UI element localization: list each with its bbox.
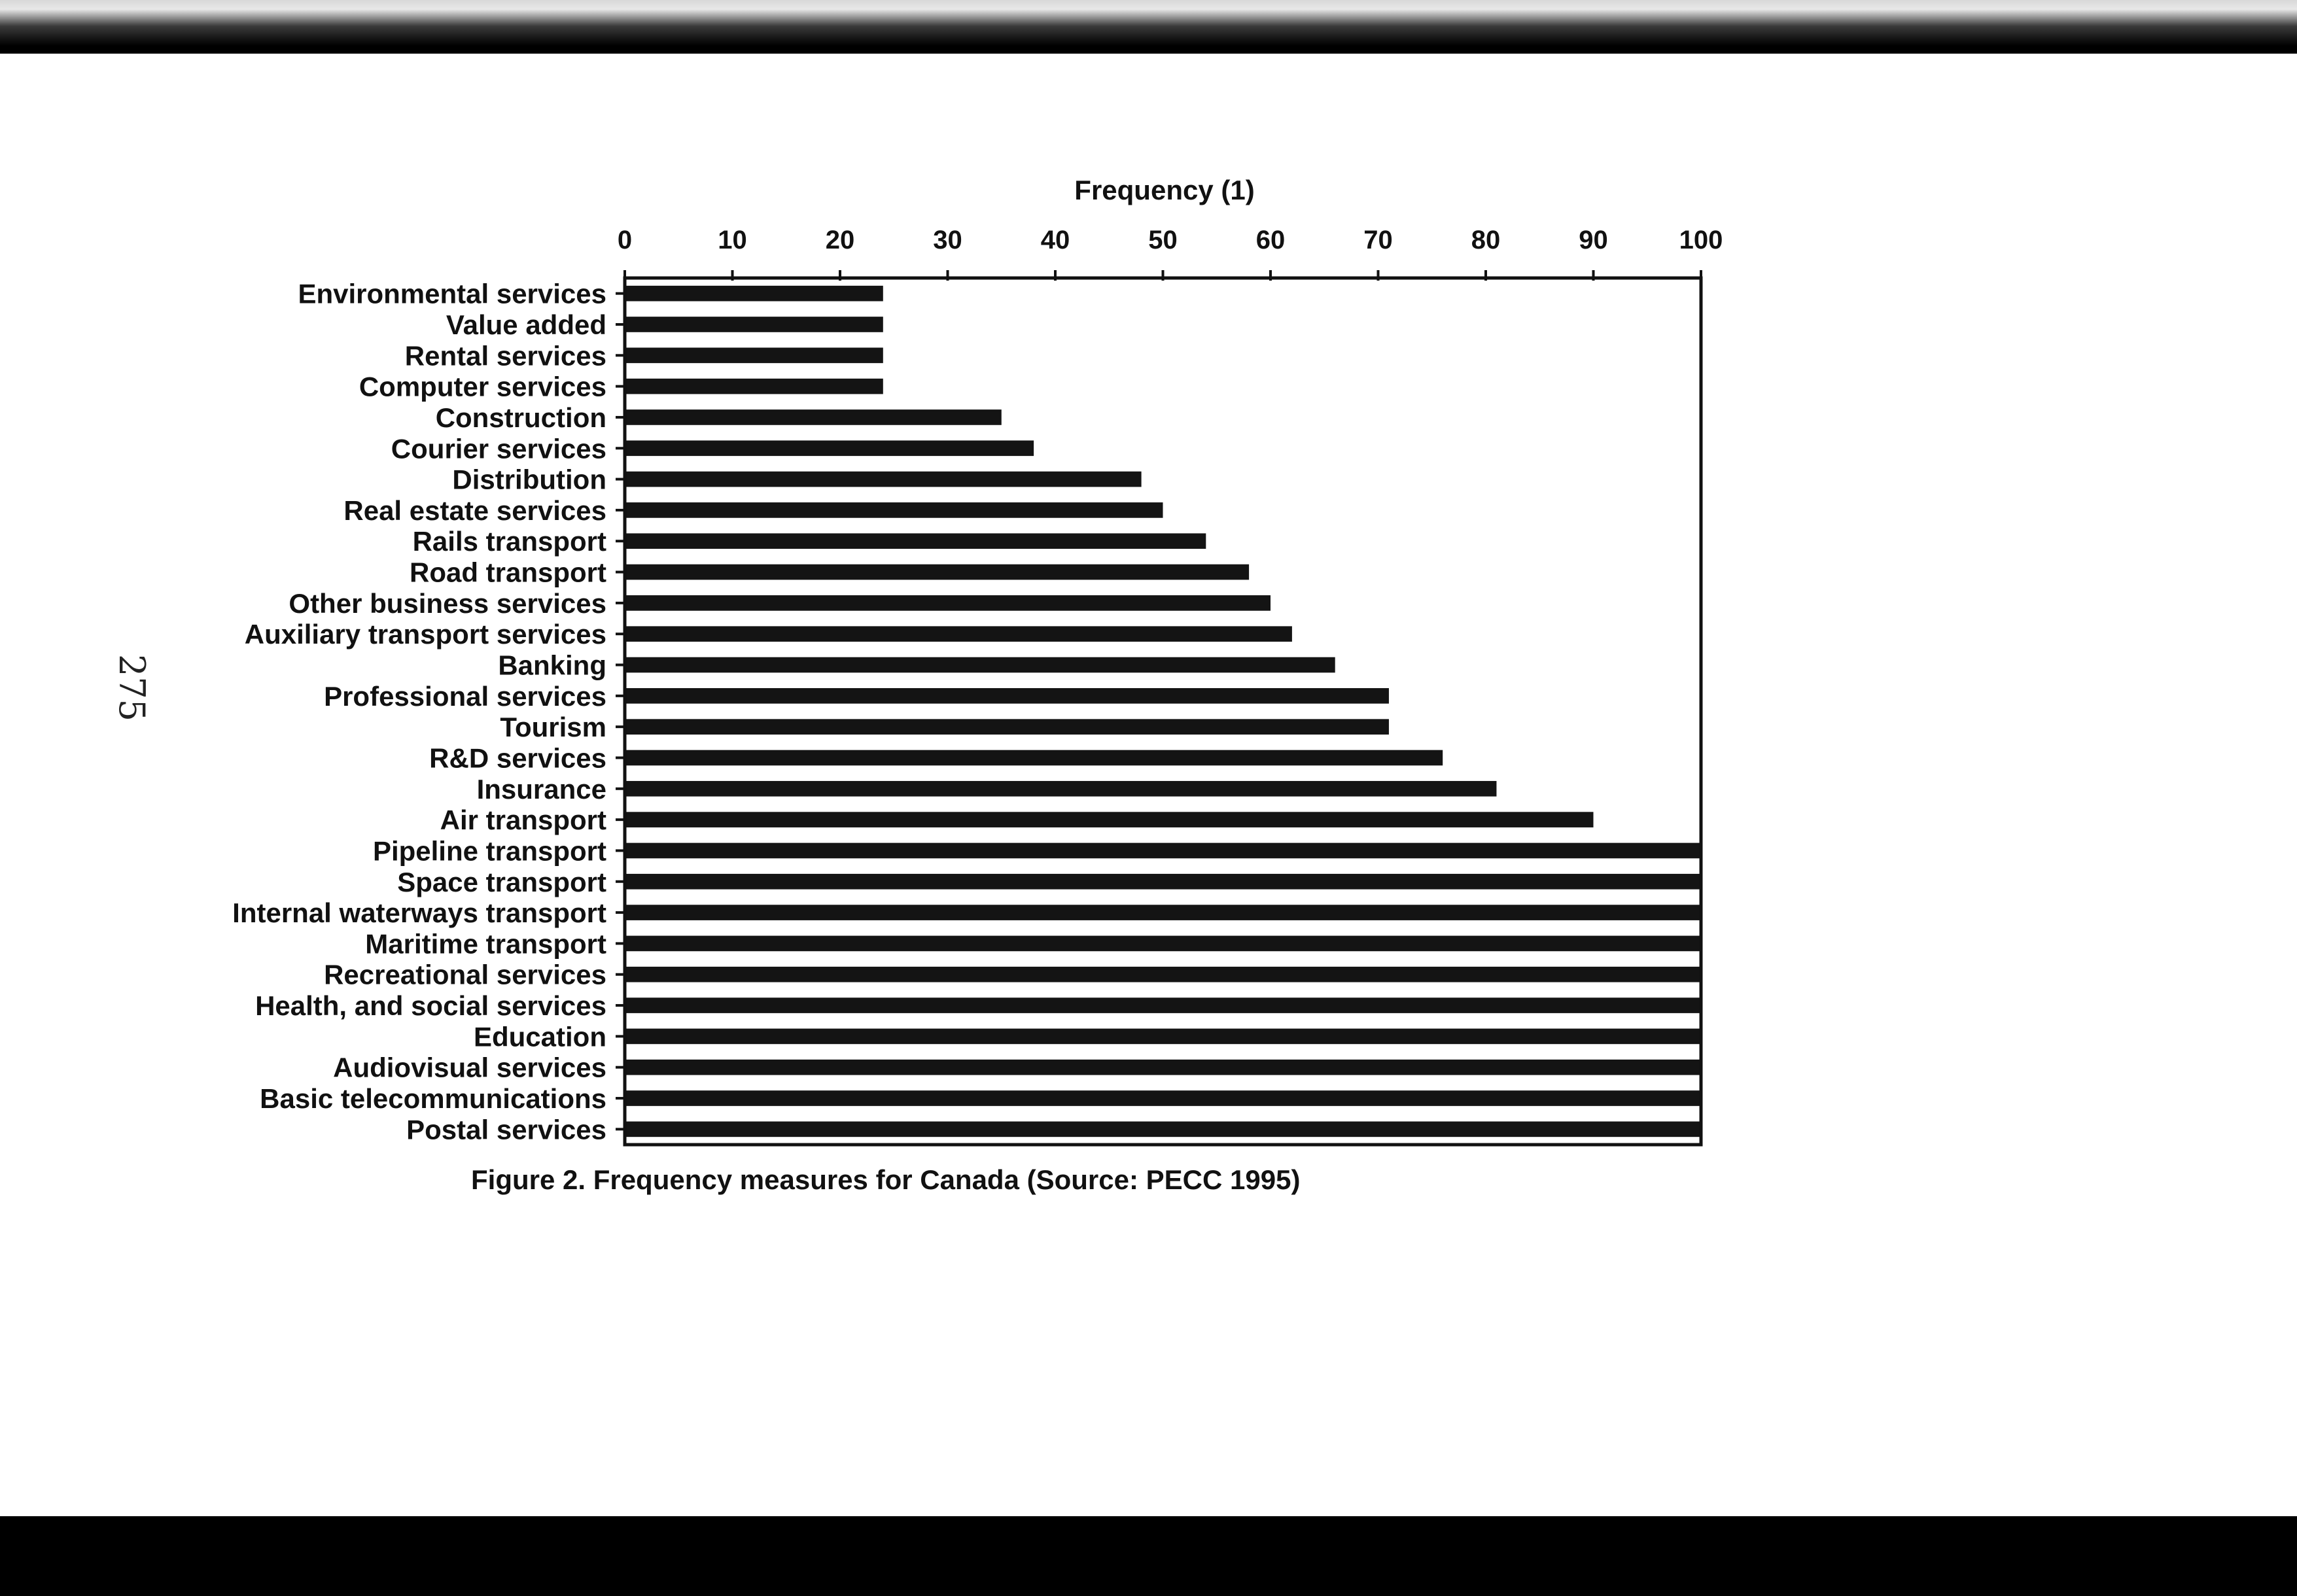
bar — [625, 533, 1206, 549]
category-label: Basic telecommunications — [260, 1083, 606, 1115]
bar — [625, 626, 1292, 642]
bar — [625, 472, 1142, 487]
category-label: Internal waterways transport — [232, 897, 606, 929]
x-tick-label: 30 — [933, 226, 962, 254]
bar — [625, 750, 1443, 766]
bar — [625, 1029, 1701, 1045]
category-label: Rails transport — [412, 526, 606, 557]
figure-caption: Figure 2. Frequency measures for Canada (Source: PECC 1995) — [471, 1164, 1301, 1195]
bar — [625, 502, 1163, 518]
category-label: Other business services — [289, 587, 606, 619]
bar — [625, 719, 1389, 735]
bar — [625, 347, 883, 363]
bar — [625, 409, 1002, 425]
category-label: Auxiliary transport services — [244, 619, 606, 650]
category-label: Pipeline transport — [372, 835, 606, 867]
category-label: Postal services — [406, 1114, 606, 1145]
x-tick-label: 50 — [1148, 226, 1178, 254]
bar — [625, 564, 1249, 580]
category-label: Distribution — [452, 464, 606, 495]
bar — [625, 317, 883, 332]
category-label: Professional services — [324, 680, 606, 712]
bar — [625, 905, 1701, 920]
x-tick-label: 90 — [1579, 226, 1608, 254]
bar — [625, 1090, 1701, 1106]
x-tick-label: 20 — [825, 226, 855, 254]
x-tick-label: 70 — [1363, 226, 1393, 254]
category-label: Computer services — [359, 371, 606, 402]
bar — [625, 657, 1335, 673]
bar — [625, 1122, 1701, 1137]
bar — [625, 286, 883, 302]
category-label: Health, and social services — [255, 990, 606, 1022]
bar — [625, 967, 1701, 982]
category-label: Maritime transport — [365, 928, 606, 960]
category-label: R&D services — [429, 742, 606, 774]
category-label: Rental services — [404, 340, 606, 372]
category-label: Environmental services — [298, 278, 606, 309]
bar — [625, 688, 1389, 704]
bar — [625, 936, 1701, 952]
category-label: Insurance — [476, 773, 606, 805]
x-tick-label: 40 — [1040, 226, 1070, 254]
bar — [625, 843, 1701, 859]
category-label: Construction — [435, 402, 606, 433]
category-label: Tourism — [500, 712, 606, 743]
bar — [625, 595, 1271, 611]
bar — [625, 440, 1034, 456]
x-tick-label: 10 — [718, 226, 747, 254]
category-label: Air transport — [440, 805, 606, 836]
category-label: Road transport — [409, 557, 606, 588]
category-label: Courier services — [391, 433, 606, 464]
bar — [625, 781, 1496, 797]
x-axis-title: Frequency (1) — [1074, 175, 1255, 205]
page-number: 275 — [111, 653, 153, 722]
x-tick-label: 80 — [1471, 226, 1501, 254]
x-tick-label: 60 — [1255, 226, 1286, 254]
category-label: Audiovisual services — [333, 1052, 606, 1083]
bar — [625, 812, 1594, 827]
category-label: Recreational services — [324, 959, 606, 990]
category-label: Education — [473, 1021, 606, 1052]
x-tick-label: 0 — [617, 226, 633, 254]
scan-bottom-border — [0, 1516, 2297, 1596]
category-label: Banking — [498, 650, 606, 681]
bar — [625, 998, 1701, 1013]
category-label: Value added — [446, 309, 606, 340]
bar — [625, 1060, 1701, 1075]
category-label: Space transport — [397, 866, 606, 897]
x-tick-label: 100 — [1679, 226, 1723, 254]
bar — [625, 379, 883, 394]
plot-frame — [625, 278, 1701, 1145]
category-label: Real estate services — [343, 494, 606, 526]
bar — [625, 874, 1701, 890]
